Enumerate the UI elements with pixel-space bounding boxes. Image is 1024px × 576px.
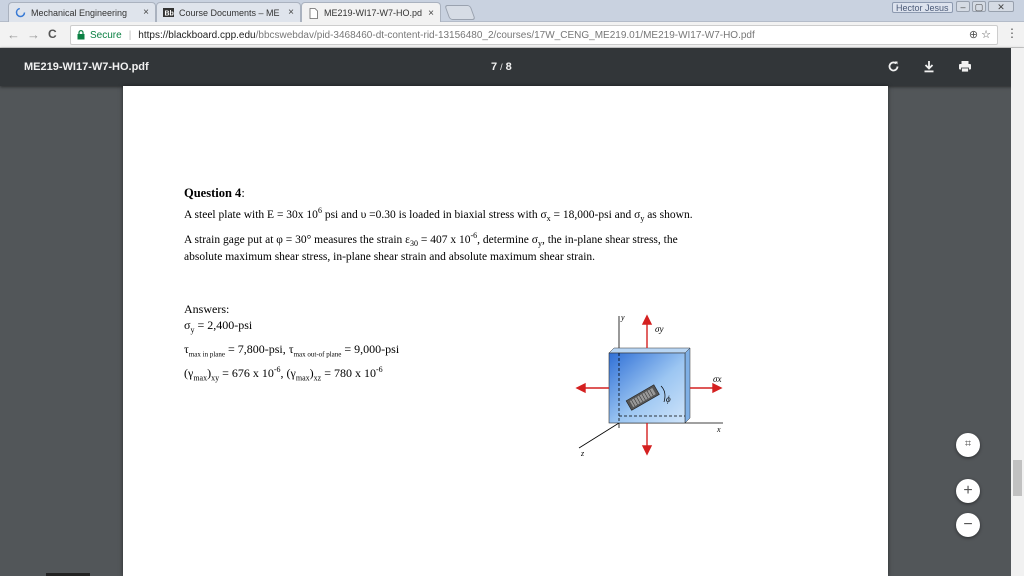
- tab-course-documents[interactable]: [156, 2, 301, 22]
- pdf-page: [123, 86, 888, 576]
- pdf-filename: ME219-WI17-W7-HO.pdf: [24, 61, 149, 73]
- label-y: y: [621, 313, 625, 322]
- tab-pdf-document[interactable]: [301, 2, 441, 23]
- label-z: z: [581, 449, 585, 458]
- document-icon: [308, 8, 319, 19]
- page-indicator: [491, 61, 512, 73]
- url-input[interactable]: [70, 25, 998, 45]
- label-phi: ϕ: [666, 394, 671, 404]
- total-pages: 8: [505, 61, 512, 73]
- plate-side-edge: [685, 348, 690, 423]
- secure-label: Secure: [90, 29, 122, 41]
- answer-shear-stress: $\tau_{max in plane} = 7,800-psi$, $\tau_{max out-of plane} = 9,000-psi$: [184, 342, 400, 359]
- answers-heading: Answers:: [184, 302, 230, 316]
- page-separator: /: [500, 62, 503, 72]
- question-line-3: absolute maximum shear stress, in-plane shear strain and absolute maximum shear strain.: [184, 251, 596, 263]
- scrollbar-thumb[interactable]: [1013, 460, 1022, 496]
- answer-shear-strain: $(\gamma_{max})_{xy} = 676$ x $10^{-6}$, $(\gamma_{max})_{xz} = 780$ x $10^{-6}$: [184, 365, 383, 383]
- plate-face: [609, 353, 685, 423]
- label-x: x: [717, 425, 721, 434]
- print-icon[interactable]: [958, 59, 972, 73]
- tab-label: Course Documents – ME: [179, 7, 280, 18]
- back-icon[interactable]: ←: [7, 27, 20, 42]
- tab-label: ME219-WI17-W7-HO.pd: [324, 8, 423, 18]
- reload-icon[interactable]: C: [48, 27, 57, 41]
- svg-text:Bb: Bb: [164, 10, 174, 18]
- lock-icon: [77, 30, 85, 40]
- forward-icon[interactable]: →: [27, 27, 40, 42]
- menu-icon[interactable]: ⋮: [1006, 26, 1018, 40]
- minimize-button[interactable]: –: [956, 1, 970, 12]
- question-line-1: A steel plate with E = 30x $10^6$ psi and υ =0.30 is loaded in biaxial stress with $\sigma_x = 18,000-psi$ and $\sigma_y$ as shown.: [184, 206, 693, 224]
- label-sigma-y: σy: [655, 324, 664, 334]
- address-bar: [0, 22, 1024, 48]
- maximize-button[interactable]: ▢: [972, 1, 986, 12]
- stress-plate-figure: [563, 308, 733, 458]
- tab-strip: [0, 0, 1024, 22]
- divider: |: [128, 29, 132, 41]
- url-path: /bbcswebdav/pid-3468460-dt-content-rid-13156480_2/courses/17W_CENG_ME219.01/ME219-WI17-W7-HO.pdf: [255, 29, 755, 41]
- plate-top-edge: [609, 348, 690, 353]
- rotate-icon[interactable]: [886, 59, 900, 73]
- pdf-toolbar: [0, 48, 1024, 86]
- zoom-in-button[interactable]: +: [956, 479, 980, 503]
- question-title: Question 4:: [184, 186, 245, 200]
- new-tab-button[interactable]: [444, 5, 475, 20]
- close-window-button[interactable]: ✕: [988, 1, 1014, 12]
- fit-to-page-button[interactable]: ⌗: [956, 433, 980, 457]
- close-icon[interactable]: ×: [143, 7, 149, 18]
- vertical-scrollbar[interactable]: [1011, 48, 1024, 576]
- zoom-bookmark-icons[interactable]: ⊕ ☆: [968, 29, 991, 41]
- profile-name[interactable]: Hector Jesus: [892, 2, 953, 13]
- zoom-out-button[interactable]: −: [956, 513, 980, 537]
- tab-label: Mechanical Engineering: [31, 7, 128, 18]
- answer-sigma-y: $\sigma_y = 2,400-psi$: [184, 318, 253, 335]
- secure-indicator[interactable]: [77, 30, 122, 41]
- loading-spinner-icon: [15, 7, 26, 18]
- current-page[interactable]: 7: [491, 61, 498, 73]
- tab-mechanical-engineering[interactable]: [8, 2, 156, 22]
- blackboard-icon: [163, 7, 174, 18]
- question-line-2: A strain gage put at φ = 30° measures the strain $\varepsilon_{30} = 407$ x $10^{-6}$, determine $\sigma_y$, the in-plane shear stress, the: [184, 231, 678, 249]
- url-host: https://blackboard.cpp.edu: [138, 29, 256, 41]
- close-icon[interactable]: ×: [288, 7, 294, 18]
- download-icon[interactable]: [922, 59, 936, 73]
- z-axis: [579, 423, 619, 448]
- label-sigma-x: σx: [713, 374, 722, 384]
- close-icon[interactable]: ×: [428, 7, 434, 19]
